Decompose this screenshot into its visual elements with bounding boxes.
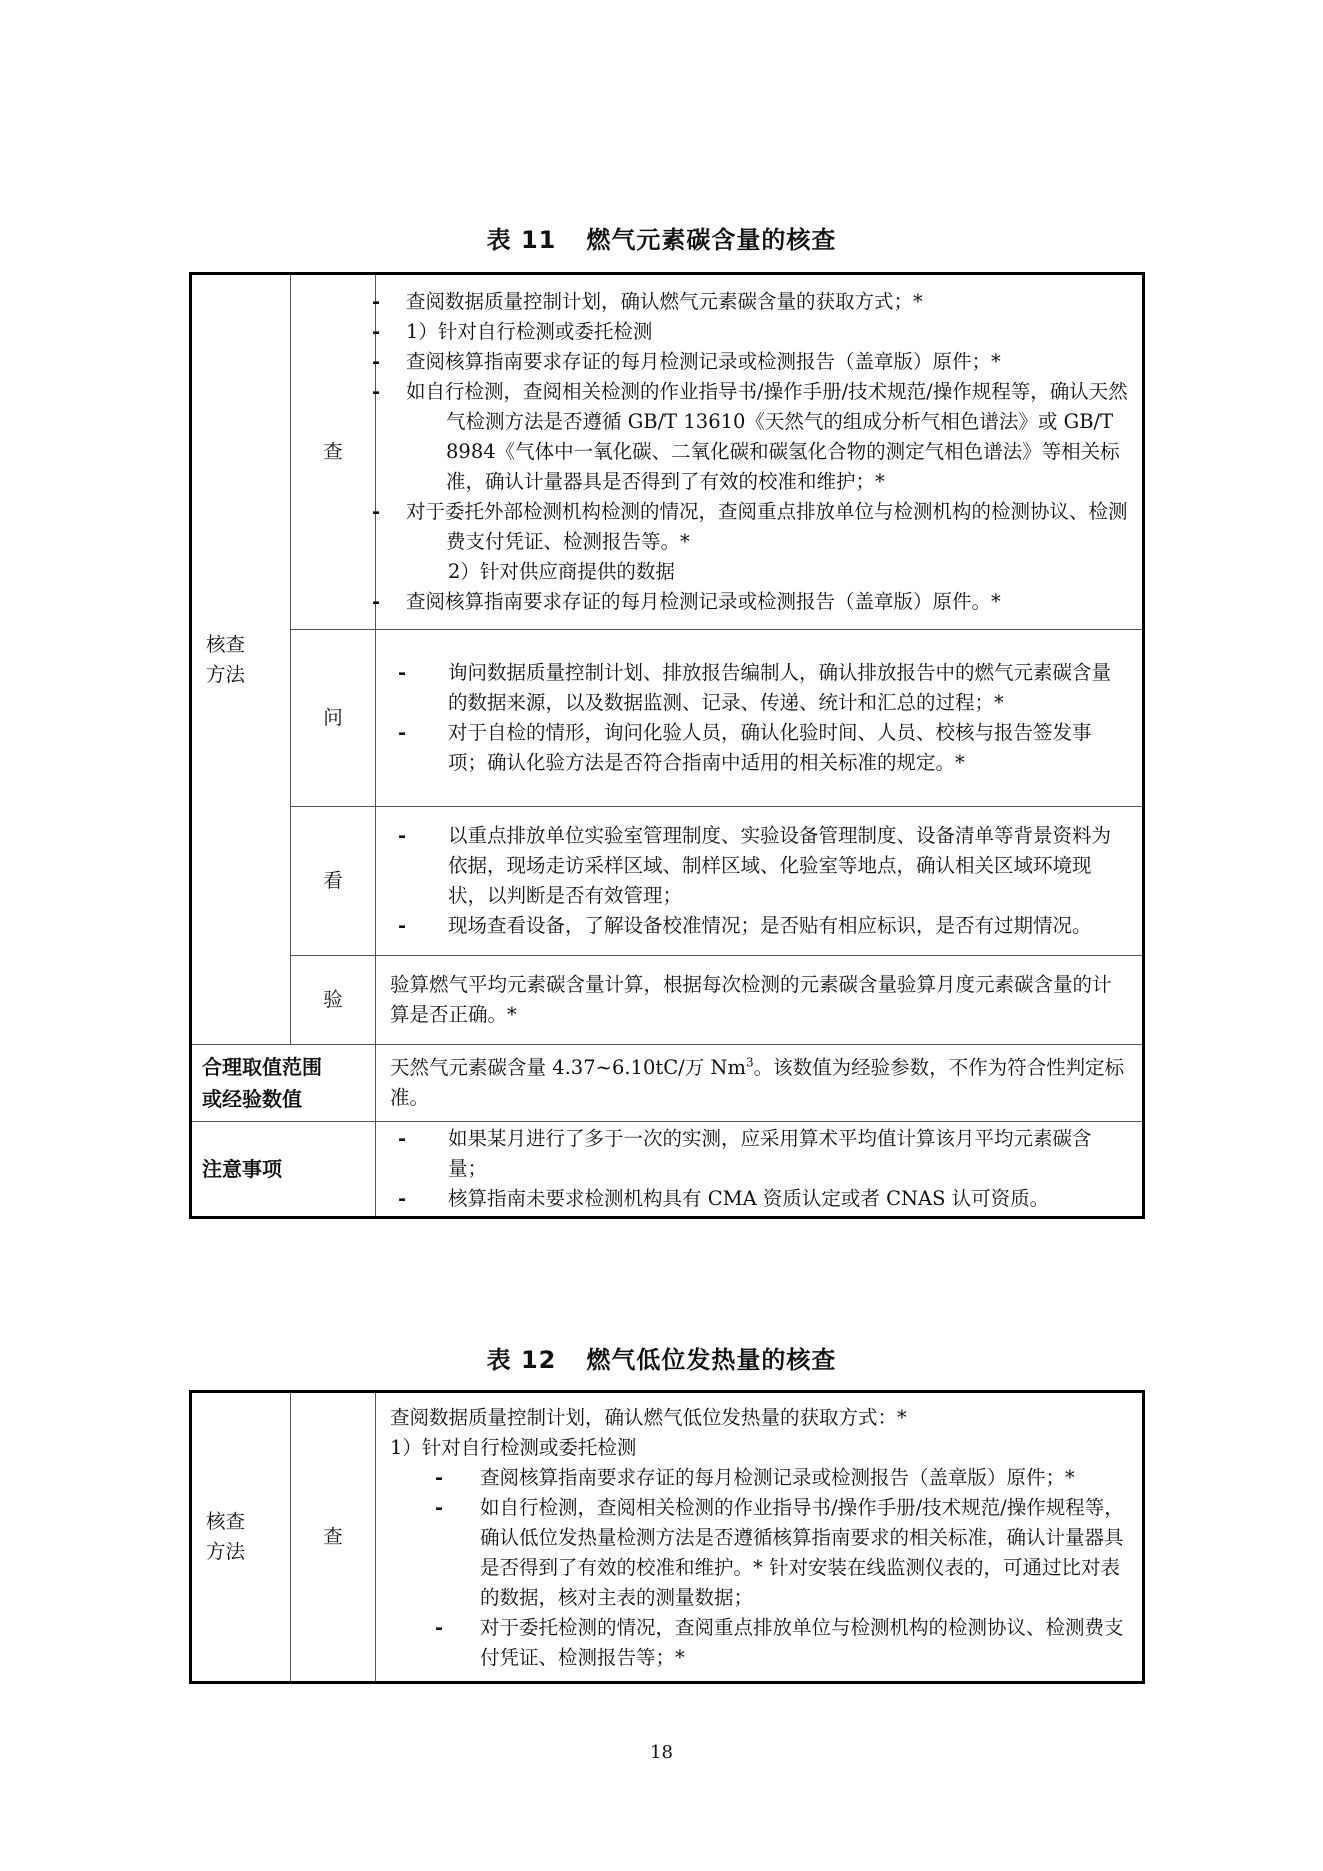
table-row-check bbox=[191, 1392, 1144, 1683]
check-content bbox=[376, 1392, 1144, 1683]
list-item: - 核算指南未要求检测机构具有 CMA 资质认定或者 CNAS 认可资质。 bbox=[390, 1184, 1130, 1214]
table-12-title: 燃气低位发热量的核查 bbox=[586, 1346, 837, 1374]
method-label-cell bbox=[191, 1392, 291, 1683]
verify-content: 验算燃气平均元素碳含量计算，根据每次检测的元素碳含量验算月度元素碳含量的计算是否正确。* bbox=[376, 956, 1144, 1045]
list-item: - 询问数据质量控制计划、排放报告编制人，确认排放报告中的燃气元素碳含量的数据来源，以及数据监测、记录、传递、统计和汇总的过程；* bbox=[390, 658, 1130, 718]
table-11-number: 表 11 bbox=[486, 226, 557, 254]
table-row-notes bbox=[191, 1122, 1144, 1218]
ask-content bbox=[376, 630, 1144, 807]
list-item: - 查阅核算指南要求存证的每月检测记录或检测报告（盖章版）原件；* bbox=[390, 1463, 1130, 1493]
page-number: 18 bbox=[650, 1742, 673, 1763]
look-content bbox=[376, 807, 1144, 956]
table-11-title: 燃气元素碳含量的核查 bbox=[586, 226, 837, 254]
list-item: - 对于自检的情形，询问化验人员，确认化验时间、人员、校核与报告签发事项；确认化验方法是否符合指南中适用的相关标准的规定。* bbox=[390, 718, 1130, 778]
bullet-dash: - bbox=[398, 1187, 407, 1210]
method-label-cell bbox=[191, 274, 291, 1045]
table-12 bbox=[189, 1390, 1145, 1684]
method-label-line2: 方法 bbox=[206, 1540, 246, 1563]
method-label-line1: 核查 bbox=[206, 632, 246, 656]
list-item: - 以重点排放单位实验室管理制度、实验设备管理制度、设备清单等背景资料为依据，现场走访采样区域、制样区域、化验室等地点，确认相关区域环境现状，以判断是否有效管理； bbox=[390, 821, 1130, 911]
check-content bbox=[372, 274, 1144, 630]
bullet-dash: - bbox=[398, 661, 407, 684]
list-item: - 对于委托检测的情况，查阅重点排放单位与检测机构的检测协议、检测费支付凭证、检测报告等；* bbox=[390, 1613, 1130, 1673]
bullet-dash: - bbox=[398, 824, 407, 847]
list-item: - 如自行检测，查阅相关检测的作业指导书/操作手册/技术规范/操作规程等，确认天然气检测方法是否遵循 GB/T 13610《天然气的组成分析气相色谱法》或 GB/T 8984《气体中一氧化碳、二氧化碳和碳氢化合物的测定气相色谱法》等相关标准，确认计量器具是否得到了有效的校准和维护；* bbox=[372, 380, 1128, 493]
table-12-number: 表 12 bbox=[486, 1346, 557, 1374]
list-item: - 如果某月进行了多于一次的实测，应采用算术平均值计算该月平均元素碳含量； bbox=[390, 1124, 1130, 1184]
table-row-check bbox=[191, 274, 1144, 630]
bullet-dash: - bbox=[398, 721, 407, 744]
sub-heading: 1）针对自行检测或委托检测 bbox=[390, 1436, 637, 1459]
bullet-dash: - bbox=[398, 914, 407, 937]
table-row-look bbox=[191, 807, 1144, 956]
table-11 bbox=[189, 272, 1145, 1219]
range-label: 合理取值范围 或经验数值 bbox=[191, 1045, 376, 1122]
method-label-line2: 方法 bbox=[206, 662, 246, 686]
table-row-range bbox=[191, 1045, 1144, 1122]
list-item: - 查阅数据质量控制计划，确认燃气元素碳含量的获取方式；* bbox=[372, 290, 923, 313]
list-item: - 如自行检测，查阅相关检测的作业指导书/操作手册/技术规范/操作规程等，确认低位发热量检测方法是否遵循核算指南要求的相关标准，确认计量器具是否得到了有效的校准和维护。* 针对安装在线监测仪表的，可通过比对表的数据，核对主表的测量数据； bbox=[390, 1493, 1130, 1613]
table-11-caption bbox=[0, 220, 1323, 255]
method-label-line1: 核查 bbox=[206, 1510, 246, 1533]
check-label: 查 bbox=[291, 274, 376, 630]
verify-label: 验 bbox=[291, 956, 376, 1045]
list-item: - 查阅核算指南要求存证的每月检测记录或检测报告（盖章版）原件。* bbox=[372, 590, 1001, 613]
bullet-dash: - bbox=[435, 1496, 444, 1519]
bullet-dash: - bbox=[398, 1127, 407, 1150]
list-item: - 1）针对自行检测或委托检测 bbox=[372, 320, 653, 343]
list-item: - 现场查看设备，了解设备校准情况；是否贴有相应标识，是否有过期情况。 bbox=[390, 911, 1130, 941]
list-item: - 查阅核算指南要求存证的每月检测记录或检测报告（盖章版）原件；* bbox=[372, 350, 1001, 373]
bullet-dash: - bbox=[435, 1616, 444, 1639]
list-item: - 对于委托外部检测机构检测的情况，查阅重点排放单位与检测机构的检测协议、检测费支付凭证、检测报告等。* bbox=[372, 500, 1128, 553]
look-label: 看 bbox=[291, 807, 376, 956]
check-label: 查 bbox=[291, 1392, 376, 1683]
notes-label: 注意事项 bbox=[191, 1122, 376, 1218]
bullet-dash: - bbox=[435, 1466, 444, 1489]
range-content: 天然气元素碳含量 4.37~6.10tC/万 Nm$^3$。该数值为经验参数，不作为符合性判定标准。 bbox=[376, 1045, 1144, 1122]
ask-label: 问 bbox=[291, 630, 376, 807]
table-row-verify bbox=[191, 956, 1144, 1045]
notes-content bbox=[376, 1122, 1144, 1218]
table-row-ask bbox=[191, 630, 1144, 807]
sub-heading: 2）针对供应商提供的数据 bbox=[448, 560, 675, 583]
check-intro: 查阅数据质量控制计划，确认燃气低位发热量的获取方式：* bbox=[390, 1406, 907, 1429]
table-12-caption bbox=[0, 1340, 1323, 1375]
